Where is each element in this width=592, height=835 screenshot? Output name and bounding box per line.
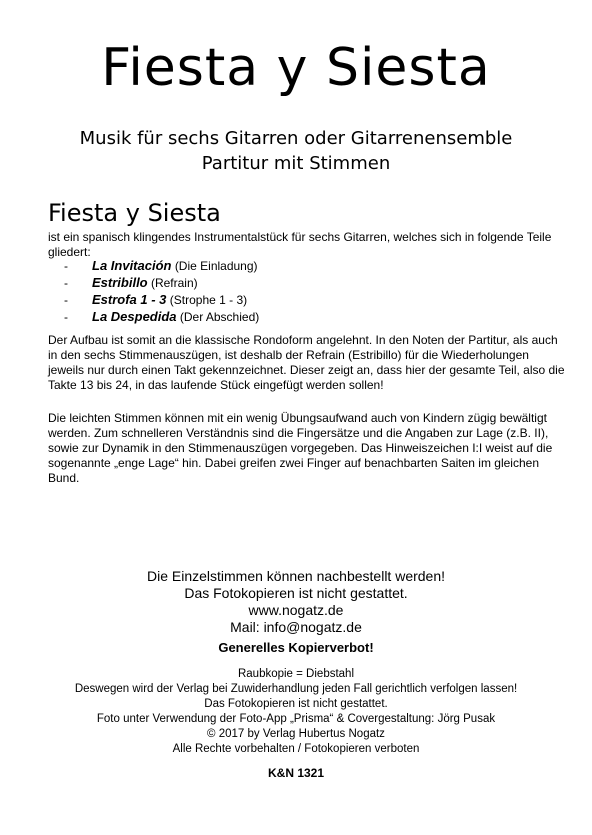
legal-line: © 2017 by Verlag Hubertus Nogatz bbox=[207, 728, 385, 740]
list-item bbox=[64, 274, 259, 291]
list-dash: - bbox=[64, 276, 68, 290]
part-name: Estrofa 1 - 3 bbox=[92, 292, 167, 307]
list-dash: - bbox=[64, 310, 68, 324]
legal-line: Raubkopie = Diebstahl bbox=[237, 668, 355, 680]
reorder-note: Die Einzelstimmen können nachbestellt werden! bbox=[146, 568, 446, 584]
list-dash: - bbox=[64, 293, 68, 307]
difficulty-paragraph: Die leichten Stimmen können mit ein wenig Übungsaufwand auch von Kindern zügig bewältigt werden. Zum schnelleren Verständnis sind die Fingersätze und die Angaben zur Lage (z.B. II), sowie zur Dynamik in den Stimmenauszügen vorgegeben. Das Hinweiszeichen I:I weist auf die sogenannte „enge Lage“ hin. Dabei greifen zwei Finger auf benachbarten Saiten im gleichen Bund. bbox=[48, 411, 553, 485]
part-name: La Invitación bbox=[92, 258, 172, 273]
section-heading: Fiesta y Siesta bbox=[48, 199, 221, 227]
part-name: Estribillo bbox=[92, 275, 148, 290]
list-item bbox=[64, 308, 259, 325]
legal-line: Deswegen wird der Verlag bei Zuwiderhandlung jeden Fall gerichtlich verfolgen lassen! bbox=[74, 683, 518, 695]
part-name: La Despedida bbox=[92, 309, 177, 324]
mail-link[interactable]: Mail: info@nogatz.de bbox=[230, 619, 362, 635]
list-item bbox=[64, 291, 259, 308]
ordering-info bbox=[0, 568, 592, 636]
catalog-code: K&N 1321 bbox=[267, 766, 325, 780]
legal-line: Alle Rechte vorbehalten / Fotokopieren verboten bbox=[172, 743, 420, 755]
website-link[interactable]: www.nogatz.de bbox=[248, 602, 344, 618]
copy-ban-heading: Generelles Kopierverbot! bbox=[218, 640, 374, 655]
copy-note: Das Fotokopieren ist nicht gestattet. bbox=[184, 585, 408, 601]
subtitle-instrumentation: Musik für sechs Gitarren oder Gitarrenensemble bbox=[79, 128, 513, 149]
part-note: (Der Abschied) bbox=[179, 310, 260, 324]
main-title: Fiesta y Siesta bbox=[101, 38, 491, 98]
legal-line: Foto unter Verwendung der Foto-App „Prisma“ & Covergestaltung: Jörg Pusak bbox=[96, 713, 496, 725]
part-note: (Strophe 1 - 3) bbox=[169, 293, 248, 307]
legal-notice bbox=[0, 667, 592, 757]
subtitle-score: Partitur mit Stimmen bbox=[201, 153, 391, 174]
part-note: (Refrain) bbox=[150, 276, 198, 290]
legal-line: Das Fotokopieren ist nicht gestattet. bbox=[204, 698, 388, 710]
parts-list bbox=[64, 257, 259, 325]
intro-text: ist ein spanisch klingendes Instrumentalstück für sechs Gitarren, welches sich in folgende Teile gliedert: bbox=[48, 230, 552, 259]
list-dash: - bbox=[64, 259, 68, 273]
part-note: (Die Einladung) bbox=[174, 259, 258, 273]
structure-paragraph: Der Aufbau ist somit an die klassische Rondoform angelehnt. In den Noten der Partitur, als auch in den sechs Stimmenauszügen, ist deshalb der Refrain (Estribillo) für die Wiederholungen jeweils nur durch einen Takt gekennzeichnet. Dieser zeigt an, dass hier der gesamte Teil, also die Takte 13 bis 24, in das laufende Stück eingefügt werden sollen! bbox=[48, 333, 565, 392]
list-item bbox=[64, 257, 259, 274]
